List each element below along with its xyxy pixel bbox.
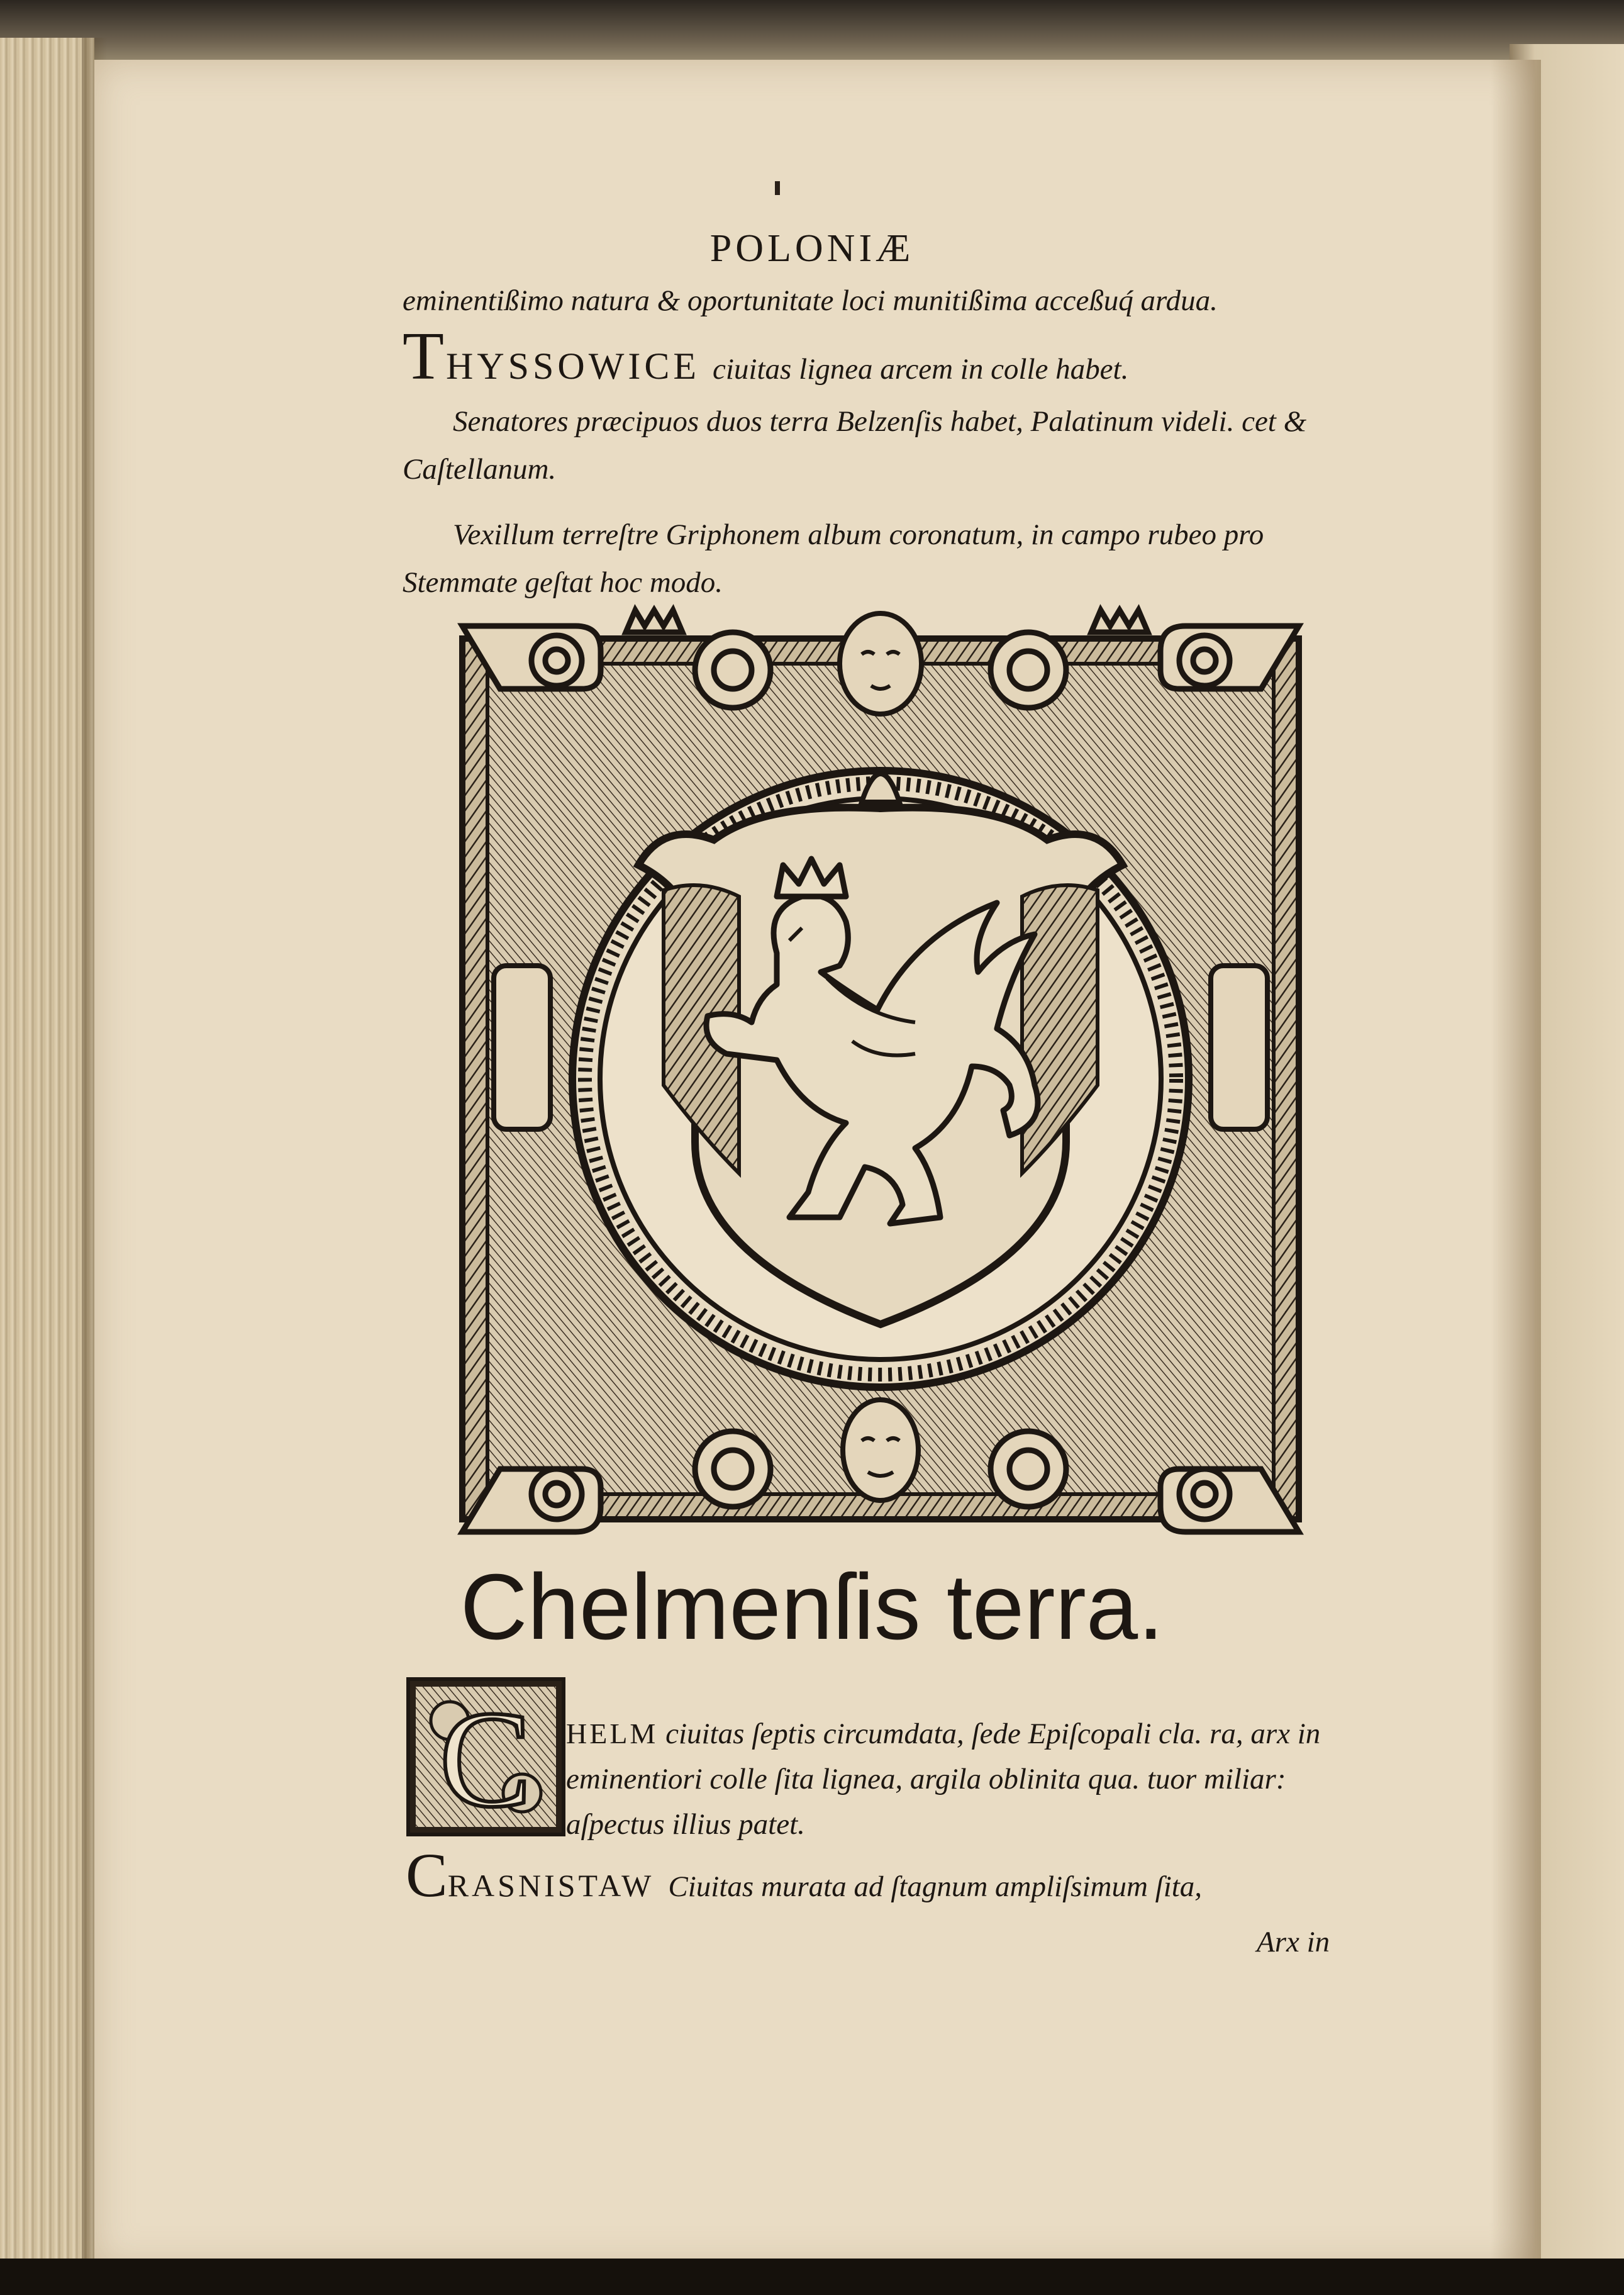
section-title: Chelmenſis terra. — [460, 1555, 1164, 1659]
initial-letter: C — [439, 1682, 532, 1836]
crasnistaw-cap: C — [406, 1840, 448, 1910]
chelm-paragraph — [566, 1711, 1371, 1847]
thyssowice-paragraph — [403, 318, 1371, 396]
vexillum-paragraph: Vexillum terreſtre Griphonem album coronatum, in campo rubeo pro Stemmate geſtat hoc modo. — [403, 518, 1264, 599]
catchword: Arx in — [1257, 1926, 1330, 1958]
crasnistaw-paragraph — [406, 1840, 1374, 1910]
running-head: POLONIÆ — [709, 227, 915, 270]
ink-speck — [775, 181, 780, 195]
crasnistaw-rest: Ciuitas murata ad ſtagnum ampliſsimum ſita, — [668, 1870, 1203, 1903]
chelm-caps: HELM — [566, 1717, 659, 1750]
book-bottom-edge — [0, 2259, 1624, 2295]
thyssowice-rest: ciuitas lignea arcem in colle habet. — [713, 353, 1129, 386]
page-fold-shadow — [1491, 60, 1541, 2268]
left-page-edges — [0, 38, 94, 2277]
line-eminentissimo: eminentißimo natura & oportunitate loci munitißima acceßuq́ ardua. — [403, 284, 1218, 317]
chelm-rest: ciuitas ſeptis circumdata, ſede Epiſcopali cla. ra, arx in eminentiori colle ſita lignea, argila oblinita qua. tuor miliar: aſpectus illius patet. — [566, 1717, 1321, 1841]
book-top-edge — [0, 0, 1624, 69]
crasnistaw-caps: RASNISTAW — [447, 1868, 655, 1903]
thyssowice-caps: HYSSOWICE — [445, 345, 700, 387]
senatores-paragraph: Senatores præcipuos duos terra Belzenſis habet, Palatinum videli. cet & Caſtellanum. — [403, 405, 1307, 486]
decorated-initial-c — [406, 1677, 566, 1837]
thyssowice-cap: T — [403, 319, 446, 394]
griffin-coat-of-arms-woodcut — [450, 601, 1311, 1544]
